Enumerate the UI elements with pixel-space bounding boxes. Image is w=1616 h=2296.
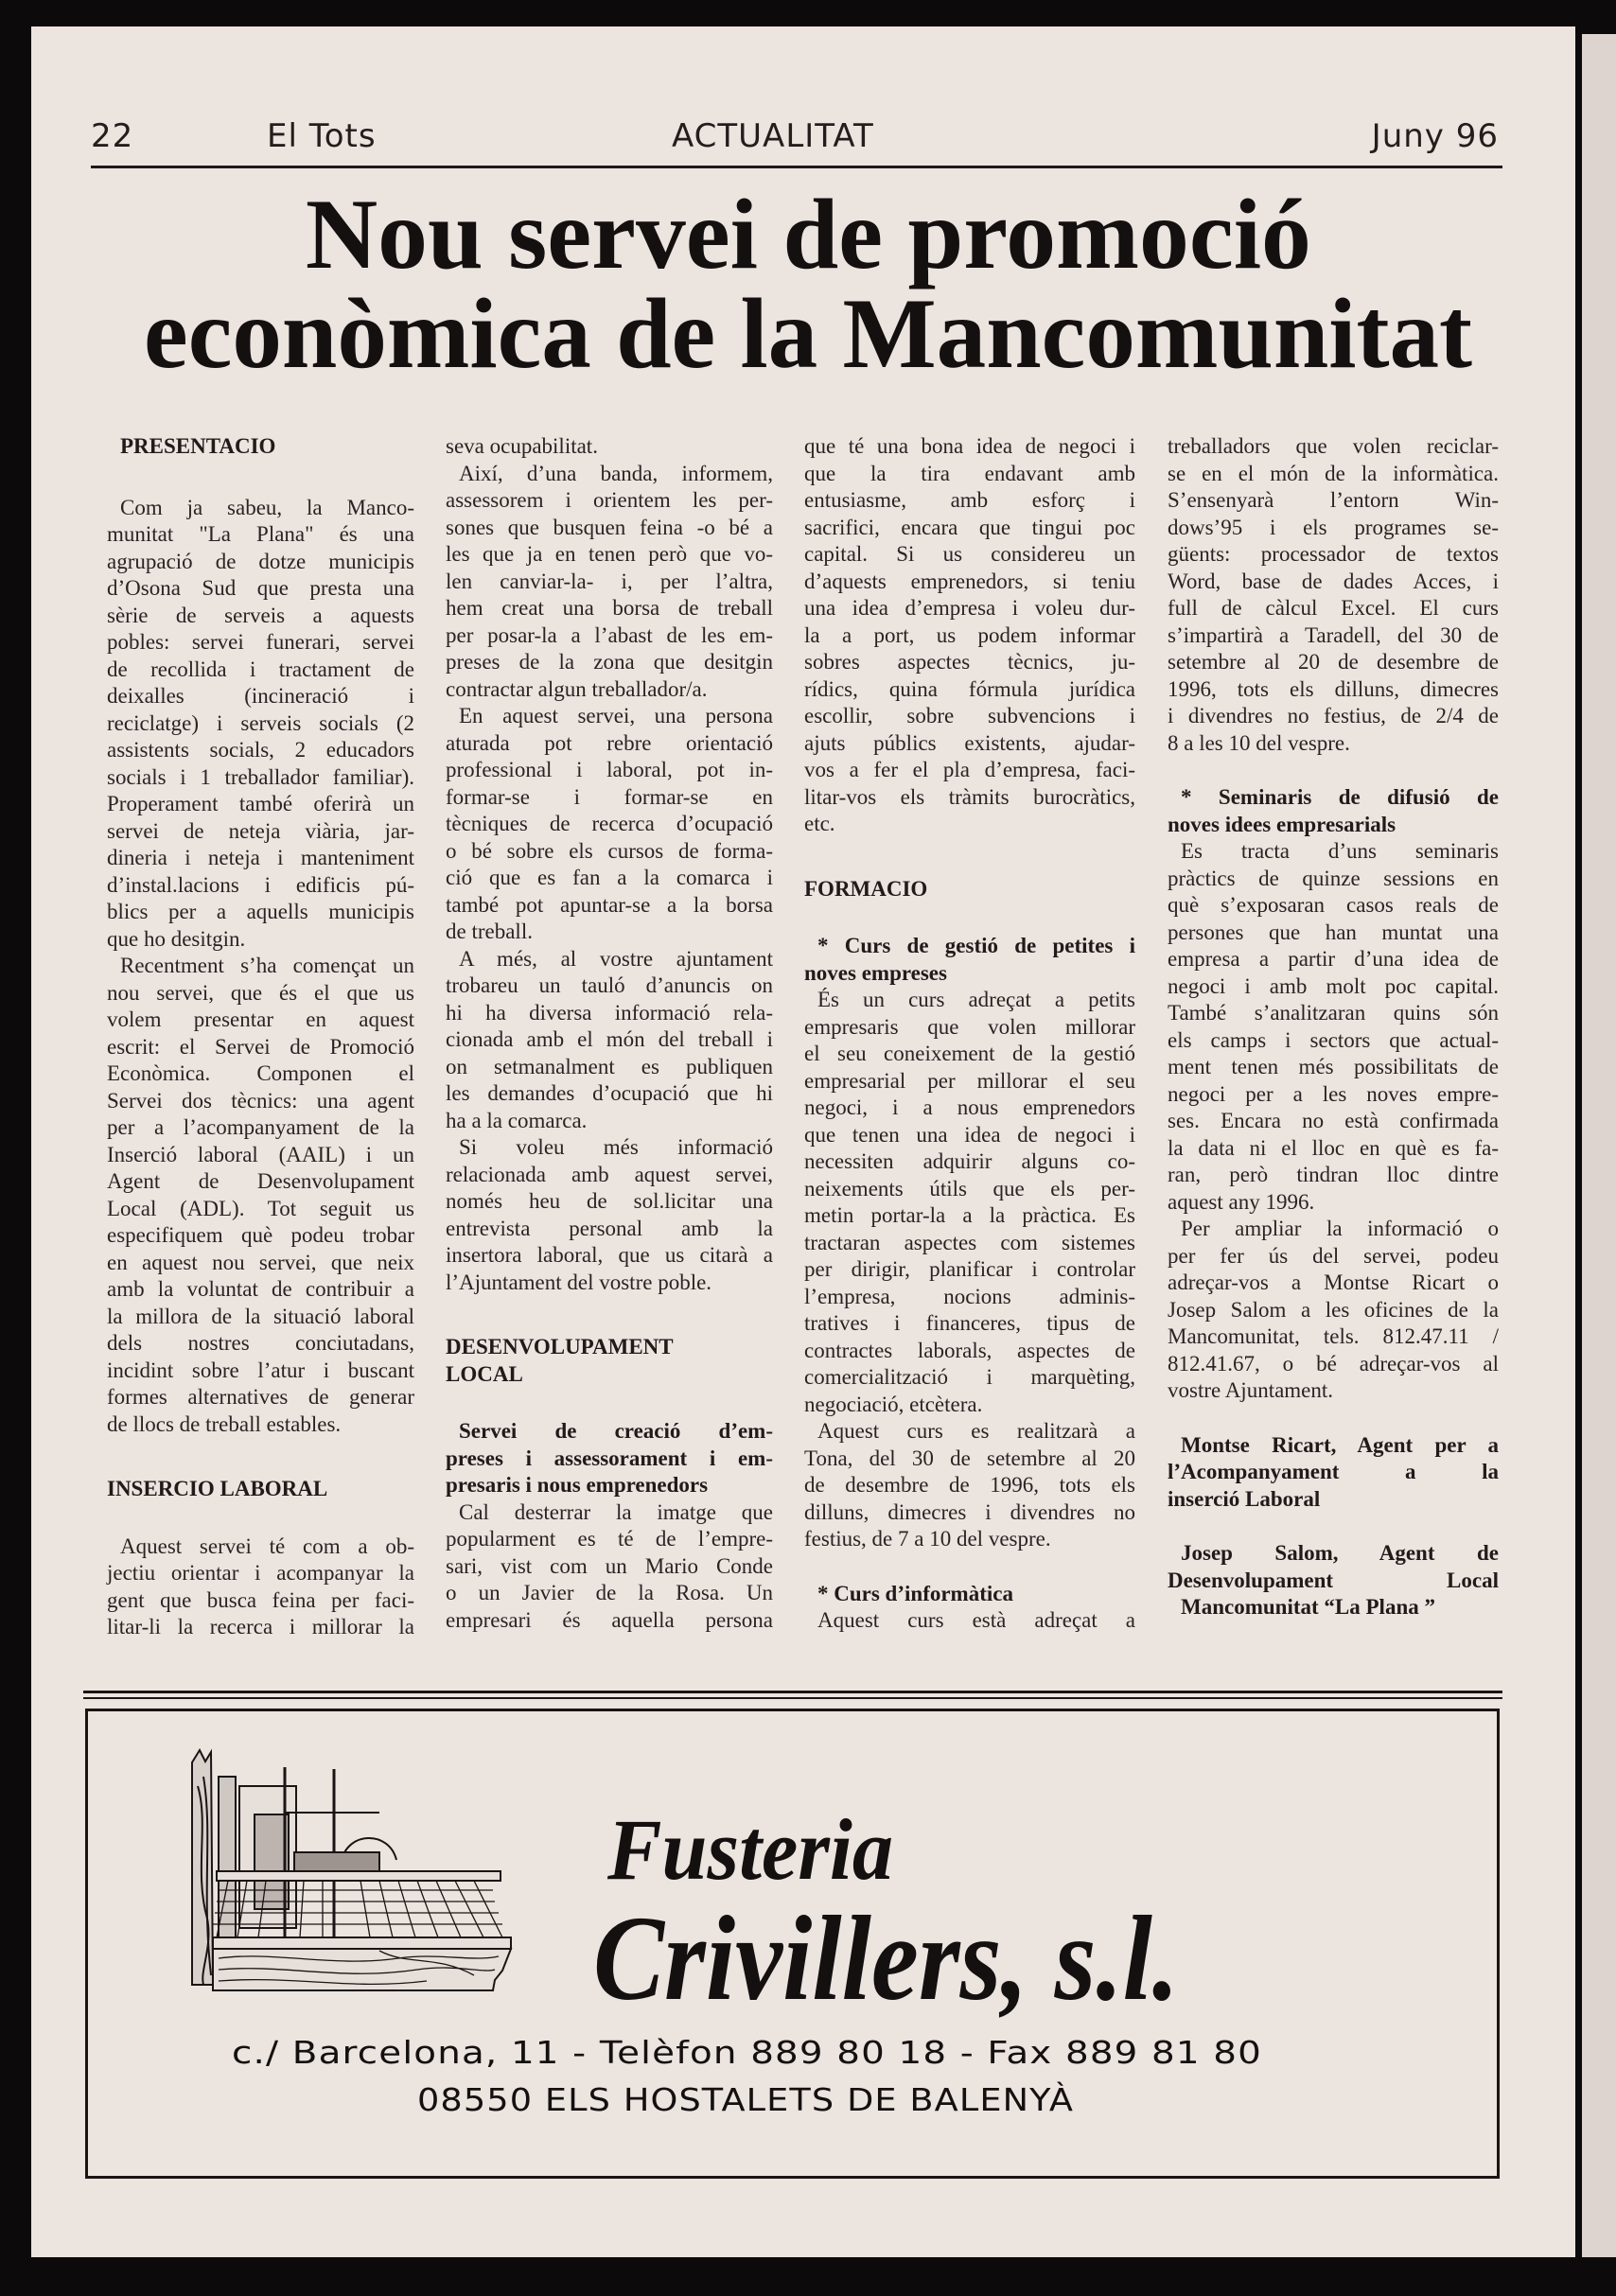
text-line: full de càlcul Excel. El curs <box>1168 596 1499 620</box>
article-para <box>1168 433 1499 757</box>
text-line: què s’exposaran casos reals de <box>1168 893 1499 917</box>
text-line: per dirigir, planificar i controlar <box>804 1257 1135 1281</box>
text-line: socials i 1 treballador familiar). <box>107 764 414 789</box>
article-para <box>1168 1216 1499 1405</box>
text-line: Montse Ricart, Agent per a <box>1181 1432 1499 1457</box>
text-line: Econòmica. Componen el <box>107 1061 414 1085</box>
text-line: de llocs de treball estables. <box>107 1411 342 1436</box>
text-line: per posar-la a l’abast de les em- <box>446 622 773 647</box>
text-line: una idea d’empresa i voleu dur- <box>804 596 1135 620</box>
text-line: tratives i financeres, tipus de <box>804 1311 1135 1335</box>
article-para <box>446 1134 773 1296</box>
text-line: escrit: el Servei de Promoció <box>107 1034 414 1059</box>
ad-top-rule-inner <box>83 1697 1502 1699</box>
ad-name-text: Fusteria <box>607 1801 893 1898</box>
text-line: comercialització i marquèting, <box>804 1365 1135 1389</box>
text-line: que té una bona idea de negoci i <box>804 434 1135 458</box>
text-line: ha a la comarca. <box>446 1108 588 1132</box>
text-line: neixements útils que els per- <box>804 1176 1135 1201</box>
text-line: relacionada amb aquest servei, <box>446 1162 773 1186</box>
text-line: També s’analitzaran quins són <box>1168 1001 1499 1025</box>
text-line: formes alternatives de generar <box>107 1385 414 1409</box>
text-line: sacrifici, encara que tingui poc <box>804 515 1135 539</box>
article-para <box>107 495 414 954</box>
text-line: aquest any 1996. <box>1168 1189 1315 1214</box>
text-line: S’ensenyarà l’entorn Win- <box>1168 488 1499 512</box>
text-line: entrevista personal amb la <box>446 1216 773 1240</box>
text-line: servei de neteja viària, jar- <box>107 818 414 843</box>
text-line: DESENVOLUPAMENT <box>446 1335 674 1358</box>
text-line: negoci, i a nous emprenedors <box>804 1095 1135 1119</box>
text-line: aturada pot rebre orientació <box>446 730 773 755</box>
article-subhead <box>804 933 1135 987</box>
text-line: insertora laboral, que us citarà a <box>446 1243 773 1267</box>
text-line: Tona, del 30 de setembre al 20 <box>804 1446 1135 1470</box>
article-subhead <box>804 1581 1135 1608</box>
text-line: sèrie de serveis a aquests <box>107 603 414 627</box>
text-line: Properament també oferirà un <box>107 792 414 815</box>
text-line: de recollida i tractament de <box>107 657 414 681</box>
text-line: d’Osona Sud que presta una <box>107 576 414 600</box>
text-line: pobles: servei funerari, servei <box>107 630 414 654</box>
text-line: sari, vist com un Mario Conde <box>446 1553 773 1578</box>
text-line: s’impartirà a Taradell, del 30 de <box>1168 622 1499 647</box>
text-line: de treball. <box>446 920 533 943</box>
text-line: capital. Si us considereu un <box>804 542 1135 566</box>
article-para <box>804 1607 1135 1635</box>
article-column-4 <box>1168 433 1499 1621</box>
text-line: se en el món de la informàtica. <box>1168 461 1499 485</box>
text-line: A més, al vostre ajuntament <box>459 946 773 971</box>
text-line: sobres aspectes tècnics, ju- <box>804 650 1135 674</box>
text-line: INSERCIO LABORAL <box>107 1477 328 1500</box>
article-para <box>446 1499 773 1635</box>
text-line: * Seminaris de difusió de <box>1181 785 1499 809</box>
text-line: Servei dos tècnics: una agent <box>107 1088 414 1113</box>
text-line: * Curs d’informàtica <box>817 1581 1013 1605</box>
text-line: o bé sobre els cursos de forma- <box>446 838 773 863</box>
text-line: adreçar-vos a Montse Ricart o <box>1168 1271 1499 1294</box>
text-line: Aquest curs està adreçat a <box>817 1608 1135 1632</box>
text-line: les que ja en tenen però que vo- <box>446 542 773 566</box>
text-line: Agent de Desenvolupament <box>107 1169 414 1193</box>
text-line: güents: processador de textos <box>1168 542 1499 566</box>
text-line: len canviar-la- i, per l’altra, <box>446 569 773 593</box>
text-line: vostre Ajuntament. <box>1168 1378 1334 1402</box>
ad-town <box>417 2081 1074 2119</box>
article-para <box>804 987 1135 1418</box>
text-line: litar-vos els tràmits burocràtics, <box>804 784 1135 809</box>
text-line: especifiquem què podeu trobar <box>107 1223 414 1247</box>
text-line: tècniques de recerca d’ocupació <box>446 812 773 835</box>
text-line: volem presentar en aquest <box>107 1008 414 1031</box>
text-line: dels nostres conciutadans, <box>107 1331 414 1355</box>
text-line: formar-se i formar-se en <box>446 784 773 809</box>
text-line: Mancomunitat, tels. 812.47.11 / <box>1168 1324 1499 1348</box>
text-line: cionada amb el món del treball i <box>446 1027 773 1051</box>
text-line: negoci per a les noves empre- <box>1168 1081 1499 1106</box>
text-line: dineria i neteja i manteniment <box>107 846 414 869</box>
ad-top-rule <box>83 1691 1502 1693</box>
article-para <box>804 1418 1135 1553</box>
text-line: on setmanalment es publiquen <box>446 1054 773 1078</box>
text-line: agrupació de dotze municipis <box>107 549 414 573</box>
text-line: Recentment s’ha començat un <box>120 954 414 977</box>
text-line: Inserció laboral (AAIL) i un <box>107 1142 414 1166</box>
text-line: deixalles (incineració i <box>107 684 414 708</box>
section-name: ACTUALITAT <box>672 117 874 155</box>
article-sig <box>1168 1540 1499 1621</box>
article-para <box>107 953 414 1438</box>
text-line: l’Acompanyament a la <box>1168 1460 1499 1483</box>
publication-name: El Tots <box>267 117 377 155</box>
text-line: Mancomunitat “La Plana ” <box>1181 1595 1435 1619</box>
text-line: litar-li la recerca i millorar la <box>107 1615 414 1639</box>
text-line: Servei de creació d’em- <box>459 1419 773 1443</box>
text-line: hem creat una borsa de treball <box>446 596 773 620</box>
text-line: Desenvolupament Local <box>1168 1568 1499 1592</box>
text-line: també pot apuntar-se a la borsa <box>446 892 773 917</box>
text-line: Josep Salom a les oficines de la <box>1168 1297 1499 1322</box>
text-line: només heu de sol.licitar una <box>446 1189 773 1213</box>
article-para <box>446 461 773 704</box>
article-sig <box>1168 1432 1499 1514</box>
text-line: la a port, us podem informar <box>804 622 1135 647</box>
text-line: l’Ajuntament del vostre poble. <box>446 1270 712 1294</box>
text-line: 8 a les 10 del vespre. <box>1168 730 1350 755</box>
text-line: i divendres no festius, de 2/4 de <box>1168 704 1499 727</box>
text-line: d’aquests emprenedors, si teniu <box>804 569 1135 593</box>
text-line: blics per a aquells municipis <box>107 900 414 923</box>
article-column-1 <box>107 433 414 1641</box>
text-line: que ho desitgin. <box>107 926 246 951</box>
text-line: Així, d’una banda, informem, <box>459 461 773 485</box>
text-line: Com ja sabeu, la Manco- <box>120 495 414 519</box>
article-para <box>446 703 773 946</box>
text-line: Word, base de dades Acces, i <box>1168 569 1499 593</box>
text-line: de desembre de 1996, tots els <box>804 1473 1135 1497</box>
text-line: contractar algun treballador/a. <box>446 676 708 701</box>
text-line: les demandes d’ocupació que hi <box>446 1081 773 1105</box>
text-line: empresarial per millorar el seu <box>804 1068 1135 1093</box>
headline-line-2 <box>0 278 1616 389</box>
page-number: 22 <box>91 117 134 155</box>
text-line: 812.41.67, o bé adreçar-vos al <box>1168 1351 1499 1376</box>
text-line: etc. <box>804 812 835 835</box>
text-line: jectiu orientar i acompanyar la <box>107 1561 414 1585</box>
text-line: gent que busca feina per faci- <box>107 1587 414 1612</box>
ad-company-name-line-1 <box>607 1802 912 1897</box>
text-line: * Curs de gestió de petites i <box>817 934 1135 957</box>
text-line: o un Javier de la Rosa. Un <box>446 1581 773 1604</box>
issue-date: Juny 96 <box>1371 117 1499 155</box>
header-rule <box>91 166 1502 168</box>
text-line: Aquest servei té com a ob- <box>120 1534 414 1558</box>
text-line: rídics, quina fórmula jurídica <box>804 676 1135 701</box>
text-line: que tenen una idea de negoci i <box>804 1122 1135 1147</box>
ad-address-text: c./ Barcelona, 11 - Telèfon 889 80 18 - Fax 889 81 80 <box>232 2034 1262 2071</box>
text-line: el seu coneixement de la gestió <box>804 1042 1135 1065</box>
text-line: trobareu un tauló d’anuncis on <box>446 973 773 997</box>
text-line: incidint sobre l’atur i buscant <box>107 1358 414 1382</box>
article-subhead <box>446 1418 773 1499</box>
text-line: empresari és aquella persona <box>446 1607 773 1632</box>
text-line: empresa a partir d’una idea de <box>1168 947 1499 971</box>
article-heading <box>804 876 1135 903</box>
text-line: en aquest nou servei, que neix <box>107 1250 414 1274</box>
text-line: l’empresa, nocions adminis- <box>804 1284 1135 1308</box>
text-line: necessiten adquirir alguns co- <box>804 1149 1135 1173</box>
article-subhead <box>1168 784 1499 838</box>
text-line: treballadors que volen reciclar- <box>1168 434 1499 458</box>
text-line: preses i assessorament i em- <box>446 1446 773 1470</box>
article-heading <box>107 433 414 461</box>
text-line: festius, de 7 a 10 del vespre. <box>804 1527 1051 1551</box>
text-line: hi ha diversa informació rela- <box>446 1000 773 1025</box>
ad-name-text: Crivillers, s.l. <box>593 1891 1179 2025</box>
text-line: que la tira endavant amb <box>804 461 1135 485</box>
article-para <box>107 1534 414 1641</box>
text-line: Aquest curs es realitzarà a <box>817 1419 1135 1443</box>
text-line: empresaris que volen millorar <box>804 1014 1135 1039</box>
text-line: escollir, sobre subvencions i <box>804 704 1135 727</box>
article-column-3 <box>804 433 1135 1635</box>
text-line: noves empreses <box>804 960 947 985</box>
text-line: dilluns, dimecres i divendres no <box>804 1499 1135 1524</box>
text-line: la millora de la situació laboral <box>107 1304 414 1328</box>
text-line: metin portar-la a la pràctica. Es <box>804 1203 1135 1227</box>
text-line: En aquest servei, una persona <box>459 704 773 727</box>
text-line: preses de la zona que desitgin <box>446 650 773 674</box>
text-line: Es tracta d’uns seminaris <box>1181 839 1499 863</box>
text-line: d’instal.lacions i edificis pú- <box>107 872 414 897</box>
text-line: ajuts públics existents, ajudar- <box>804 730 1135 755</box>
text-line: contractes laborals, aspectes de <box>804 1338 1135 1362</box>
text-line: Per ampliar la informació o <box>1181 1217 1499 1240</box>
text-line: LOCAL <box>446 1361 523 1386</box>
text-line: Local (ADL). Tot seguit us <box>107 1196 414 1220</box>
text-line: tractaran aspectes com sistemes <box>804 1230 1135 1254</box>
text-line: per a l’acompanyament de la <box>107 1115 414 1139</box>
ad-address <box>232 2034 1262 2072</box>
text-line: assistents socials, 2 educadors <box>107 738 414 762</box>
text-line: nou servei, que és el que us <box>107 980 414 1005</box>
text-line: És un curs adreçat a petits <box>817 988 1135 1011</box>
text-line: amb la voluntat de contribuir a <box>107 1277 414 1301</box>
text-line: per fer ús del servei, podeu <box>1168 1243 1499 1268</box>
text-line: dows’95 i els programes se- <box>1168 515 1499 539</box>
text-line: negoci i amb molt poc capital. <box>1168 973 1499 998</box>
text-line: la data ni el lloc en què es fa- <box>1168 1135 1499 1160</box>
headline-text: Nou servei de promoció <box>305 179 1311 289</box>
text-line: ment tenen més possibilitats de <box>1168 1055 1499 1078</box>
text-line: assessorem i orientem les per- <box>446 488 773 512</box>
text-line: Josep Salom, Agent de <box>1181 1541 1499 1565</box>
text-line: presaris i nous emprenedors <box>446 1473 709 1497</box>
text-line: munitat "La Plana" és una <box>107 522 414 546</box>
text-line: entusiasme, amb esforç i <box>804 488 1135 512</box>
text-line: 1996, tots els dilluns, dimecres <box>1168 676 1499 701</box>
text-line: ses. Encara no està confirmada <box>1168 1109 1499 1132</box>
headline-line-1 <box>0 179 1616 289</box>
article-para <box>804 433 1135 838</box>
ad-town-text: 08550 ELS HOSTALETS DE BALENYÀ <box>417 2081 1074 2118</box>
text-line: setembre al 20 de desembre de <box>1168 650 1499 674</box>
article-heading <box>446 1334 773 1388</box>
text-line: Si voleu més informació <box>459 1135 773 1159</box>
text-line: reciclatge) i serveis socials (2 <box>107 710 414 735</box>
article-para <box>446 946 773 1135</box>
text-line: persones que han muntat una <box>1168 920 1499 944</box>
text-line: professional i laboral, pot in- <box>446 758 773 781</box>
article-heading <box>107 1476 414 1503</box>
article-para <box>1168 838 1499 1216</box>
text-line: PRESENTACIO <box>120 434 276 458</box>
text-line: vos a fer el pla d’empresa, faci- <box>804 758 1135 781</box>
article-para <box>446 433 773 461</box>
text-line: Cal desterrar la imatge que <box>459 1499 773 1524</box>
text-line: popularment es té de l’empre- <box>446 1527 773 1551</box>
text-line: sones que busquen feina -o bé a <box>446 515 773 539</box>
text-line: pràctics de quinze sessions en <box>1168 866 1499 890</box>
text-line: seva ocupabilitat. <box>446 434 598 458</box>
text-line: ran, però tindran lloc dintre <box>1168 1163 1499 1186</box>
headline-text: econòmica de la Mancomunitat <box>144 278 1472 389</box>
text-line: negociació, etcètera. <box>804 1392 983 1416</box>
text-line: noves idees empresarials <box>1168 812 1396 836</box>
ad-company-name-line-2 <box>593 1891 1259 2025</box>
article-column-2 <box>446 433 773 1634</box>
text-line: FORMACIO <box>804 876 928 901</box>
text-line: inserció Laboral <box>1168 1486 1321 1511</box>
text-line: els camps i sectors que actual- <box>1168 1027 1499 1052</box>
carpentry-interior-illustration-icon <box>190 1748 531 1994</box>
text-line: ció que es fan a la comarca i <box>446 866 773 889</box>
